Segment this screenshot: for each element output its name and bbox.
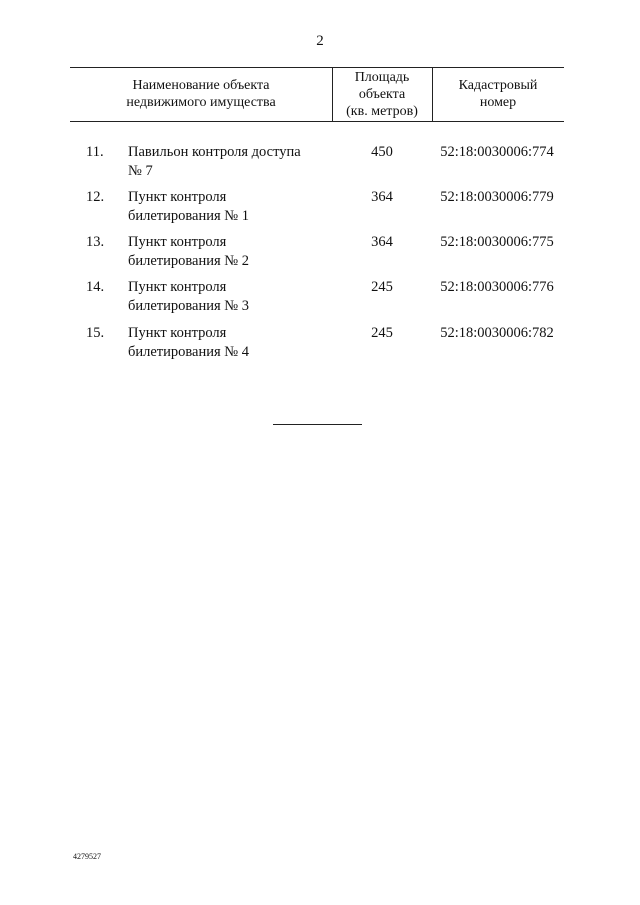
row-name-line: Пункт контроля xyxy=(128,279,227,295)
row-number: 12. xyxy=(86,189,105,205)
row-cadastral: 52:18:0030006:782 xyxy=(440,325,554,341)
row-name xyxy=(128,278,328,316)
row-name-line: билетирования № 1 xyxy=(128,208,250,224)
row-name xyxy=(128,324,328,362)
row-cadastral: 52:18:0030006:776 xyxy=(440,279,554,295)
row-area: 245 xyxy=(371,279,393,295)
page-number: 2 xyxy=(316,33,324,49)
row-number: 13. xyxy=(86,234,105,250)
row-name-line: Павильон контроля доступа xyxy=(128,144,301,160)
document-code: 4279527 xyxy=(73,852,101,861)
row-number: 11. xyxy=(86,144,104,160)
header-area xyxy=(332,67,432,121)
row-name xyxy=(128,233,328,271)
row-cadastral: 52:18:0030006:779 xyxy=(440,189,554,205)
row-cadastral: 52:18:0030006:774 xyxy=(440,144,554,160)
row-name-line: билетирования № 2 xyxy=(128,253,250,269)
row-name-line: билетирования № 3 xyxy=(128,298,250,314)
header-cadastral-line: Кадастровый xyxy=(458,78,538,93)
row-area: 245 xyxy=(371,325,393,341)
header-area-line: Площадь xyxy=(354,69,410,85)
row-area: 364 xyxy=(371,234,393,250)
header-area-line: объекта xyxy=(358,86,406,102)
row-name xyxy=(128,188,328,226)
row-name-line: Пункт контроля xyxy=(128,234,227,250)
header-cadastral-line: номер xyxy=(479,95,517,110)
row-number: 15. xyxy=(86,325,105,341)
row-number: 14. xyxy=(86,279,105,295)
row-area: 450 xyxy=(371,144,393,160)
header-area-line: (кв. метров) xyxy=(346,103,418,119)
end-of-list-rule xyxy=(273,424,362,425)
row-name-line: Пункт контроля xyxy=(128,189,227,205)
header-name-line: недвижимого имущества xyxy=(126,95,276,110)
row-area: 364 xyxy=(371,189,393,205)
header-cadastral xyxy=(432,67,564,121)
row-name-line: Пункт контроля xyxy=(128,325,227,341)
header-bottom-rule xyxy=(70,121,564,122)
row-cadastral: 52:18:0030006:775 xyxy=(440,234,554,250)
header-name xyxy=(70,67,332,121)
row-name-line: № 7 xyxy=(128,163,153,179)
row-name-line: билетирования № 4 xyxy=(128,344,250,360)
header-name-line: Наименование объекта xyxy=(132,78,270,93)
row-name xyxy=(128,143,328,181)
